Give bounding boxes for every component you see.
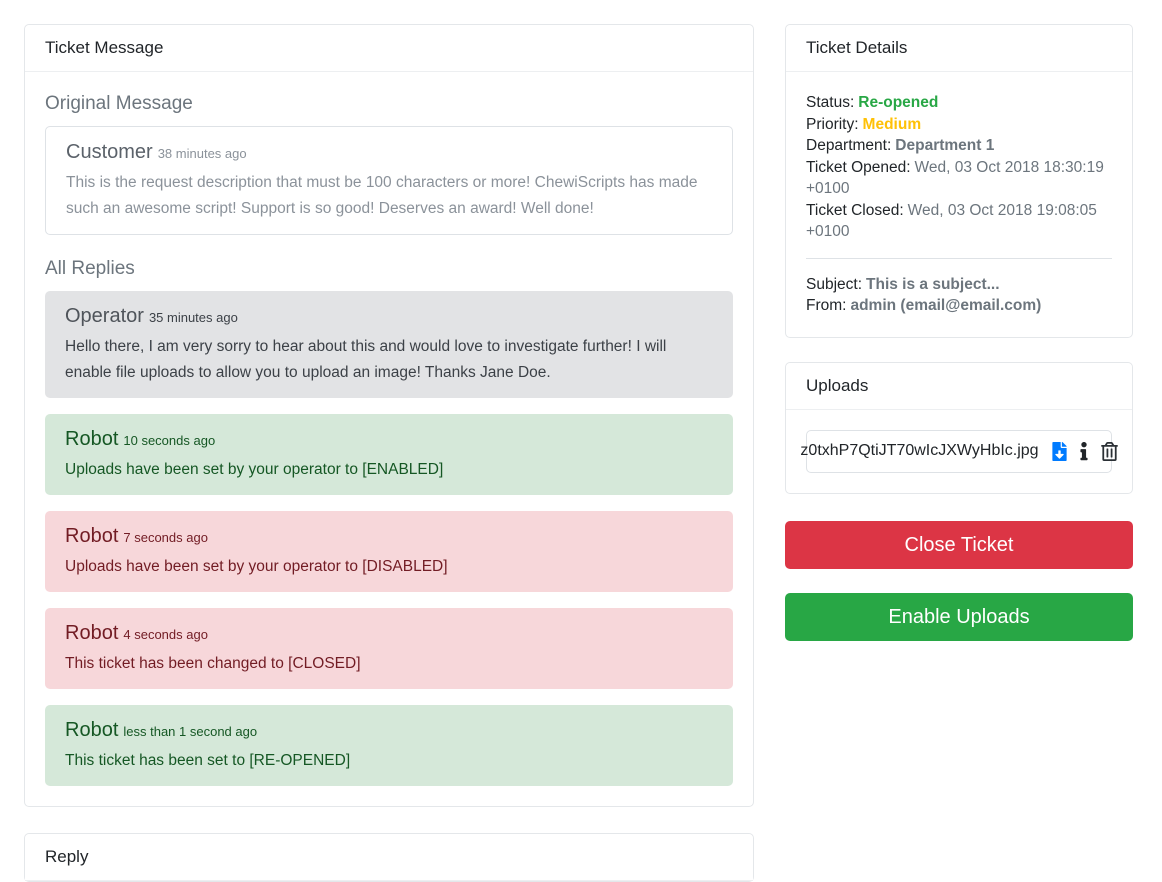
reply-message [45, 608, 733, 689]
original-message-heading: Original Message [45, 93, 193, 114]
message-text: Hello there, I am very sorry to hear about this and would love to investigate further! I will enable file uploads to allow you to upload an image! Thanks Jane Doe. [65, 338, 667, 381]
trash-icon[interactable] [1101, 442, 1118, 461]
ticket-opened-value: Wed, 03 Oct 2018 18:30:19 +0100 [806, 158, 1104, 197]
department-line [806, 135, 1112, 157]
message-author: Operator [65, 305, 144, 327]
message-text: Uploads have been set by your operator to [ENABLED] [65, 461, 444, 478]
reply-message [45, 511, 733, 592]
main-column [24, 24, 754, 882]
ticket-opened-line [806, 157, 1112, 200]
message-author: Robot [65, 622, 119, 644]
message-timestamp: 4 seconds ago [123, 627, 208, 642]
department-label: Department: [806, 137, 892, 154]
message-timestamp: less than 1 second ago [123, 724, 258, 739]
message-timestamp: 7 seconds ago [123, 530, 208, 545]
reply-message [45, 291, 733, 398]
message-head [65, 616, 713, 651]
subject-line [806, 274, 1112, 296]
reply-message [45, 414, 733, 495]
file-download-icon[interactable] [1052, 442, 1067, 461]
message-author: Robot [65, 428, 119, 450]
message-head [65, 422, 713, 457]
enable-uploads-button[interactable]: Enable Uploads [785, 593, 1133, 641]
from-line [806, 295, 1112, 317]
close-ticket-button[interactable]: Close Ticket [785, 521, 1133, 569]
ticket-details-header: Ticket Details [786, 25, 1132, 72]
message-head [65, 519, 713, 554]
uploads-header: Uploads [786, 363, 1132, 410]
department-value: Department 1 [895, 137, 995, 154]
details-divider [806, 258, 1112, 259]
priority-line [806, 114, 1112, 136]
ticket-closed-value: Wed, 03 Oct 2018 19:08:05 +0100 [806, 201, 1097, 240]
priority-value: Medium [862, 115, 922, 133]
ticket-closed-label: Ticket Closed: [806, 201, 904, 219]
from-value: admin (email@email.com) [850, 297, 1042, 314]
from-label: From: [806, 297, 847, 314]
all-replies-heading: All Replies [45, 258, 135, 279]
reply-card [24, 833, 754, 882]
original-message [45, 126, 733, 235]
subject-label: Subject: [806, 275, 863, 293]
reply-message [45, 705, 733, 786]
message-timestamp: 35 minutes ago [148, 310, 238, 325]
reply-card-header: Reply [25, 834, 753, 881]
subject-value: This is a subject... [866, 275, 1000, 293]
status-line [806, 92, 1112, 114]
ticket-message-body [25, 72, 753, 806]
ticket-opened-label: Ticket Opened: [806, 158, 911, 176]
message-head [65, 299, 713, 334]
ticket-details-body [786, 72, 1132, 337]
priority-label: Priority: [806, 115, 859, 133]
uploads-card [785, 362, 1133, 494]
status-value: Re-opened [858, 94, 939, 111]
ticket-message-card [24, 24, 754, 807]
message-author: Robot [65, 525, 119, 547]
message-text: This ticket has been changed to [CLOSED] [65, 655, 361, 672]
message-text: This ticket has been set to [RE-OPENED] [65, 752, 351, 769]
message-text: Uploads have been set by your operator to [DISABLED] [65, 558, 448, 575]
ticket-details-card [785, 24, 1133, 338]
status-label: Status: [806, 94, 855, 111]
upload-file-row [800, 430, 1112, 473]
message-head [65, 713, 713, 748]
ticket-closed-line [806, 200, 1112, 243]
message-text: This is the request description that must be 100 characters or more! ChewiScripts has made such an awesome script! Support is so good! Deserves an award! Well done! [66, 174, 698, 217]
message-timestamp: 10 seconds ago [123, 433, 216, 448]
uploads-body [786, 410, 1132, 493]
upload-filename: z0txhP7QtiJT70wIcJXWyHbIc.jpg [800, 442, 1039, 459]
sidebar-column [785, 24, 1133, 641]
info-icon[interactable] [1080, 442, 1088, 461]
message-author: Robot [65, 719, 119, 741]
message-timestamp: 38 minutes ago [157, 146, 247, 161]
ticket-message-header: Ticket Message [25, 25, 753, 72]
message-author: Customer [66, 141, 153, 163]
message-head [66, 135, 712, 170]
